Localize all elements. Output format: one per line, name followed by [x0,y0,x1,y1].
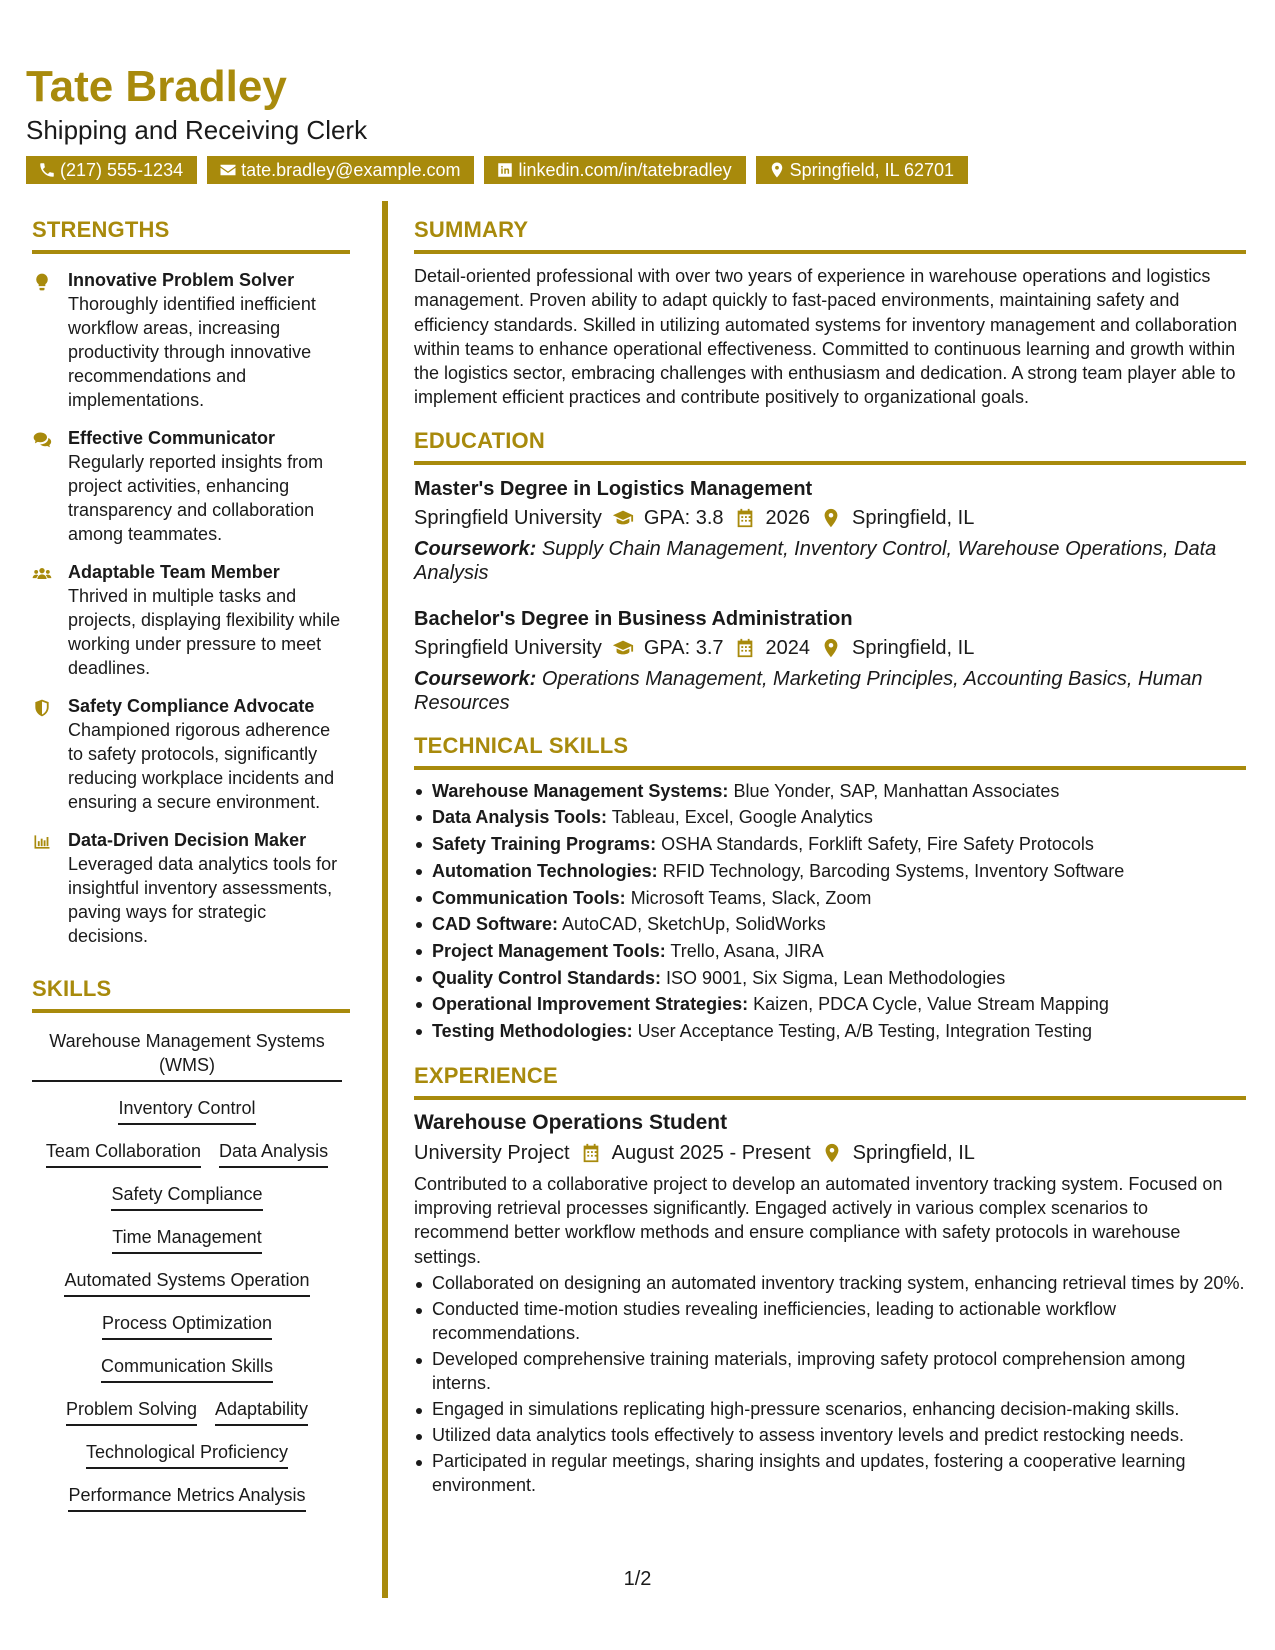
envelope-icon [219,161,237,179]
calendar-icon [580,1142,602,1164]
list-item [414,858,1246,885]
page-number: 1/2 [623,1568,652,1590]
comments-icon [32,430,52,450]
education-item [414,605,1246,715]
tech-skill-label: Communication Tools: [432,887,626,908]
school-location: Springfield, IL [852,636,975,659]
position-title: Warehouse Operations Student [414,1110,728,1134]
tech-skill-value: Kaizen, PDCA Cycle, Value Stream Mapping [753,994,1109,1015]
tech-skill-value: Trello, Asana, JIRA [670,941,824,961]
graduation-cap-icon [612,507,634,529]
strength-title: Data-Driven Decision Maker [68,830,307,850]
job-location: Springfield, IL [852,1141,975,1164]
school-name: Springfield University [414,506,602,529]
strengths-heading: STRENGTHS [32,215,350,254]
tech-skill-value: RFID Technology, Barcoding Systems, Inventory Software [662,860,1125,881]
tech-skill-value: ISO 9001, Six Sigma, Lean Methodologies [666,967,1006,988]
list-item: Collaborated on designing an automated inventory tracking system, enhancing retrieval times by 20%. [414,1271,1246,1295]
strength-desc: Thrived in multiple tasks and projects, displaying flexibility while working under pressure to meet deadlines. [68,586,341,678]
strength-item [32,828,350,948]
list-item [414,1018,1246,1045]
list-item: Engaged in simulations replicating high-pressure scenarios, enhancing decision-making skills. [414,1397,1246,1421]
tech-skill-label: Operational Improvement Strategies: [432,994,749,1015]
left-column [32,215,350,1512]
contact-linkedin-text: linkedin.com/in/tatebradley [518,160,732,180]
education-heading: EDUCATION [414,426,1246,465]
tech-skill-value: Tableau, Excel, Google Analytics [611,807,873,828]
tech-skill-value: AutoCAD, SketchUp, SolidWorks [562,914,826,935]
technical-skills-list [414,778,1246,1045]
list-item [414,831,1246,858]
strength-desc: Leveraged data analytics tools for insightful inventory assessments, paving ways for strategic decisions. [68,854,338,946]
map-pin-icon [820,637,842,659]
tech-skill-label: Quality Control Standards: [432,967,662,988]
skill-tag: Process Optimization [102,1311,272,1340]
strength-desc: Regularly reported insights from project activities, enhancing transparency and collaboration among teammates. [68,452,324,544]
education-item [414,475,1246,585]
tech-skill-label: Safety Training Programs: [432,834,657,855]
tech-skill-label: Data Analysis Tools: [432,807,608,828]
contact-linkedin[interactable] [484,156,745,184]
tech-skill-value: User Acceptance Testing, A/B Testing, Integration Testing [637,1021,1092,1042]
list-item [414,911,1246,938]
contact-location [756,156,968,184]
organization: University Project [414,1141,570,1164]
skill-tag: Technological Proficiency [86,1440,288,1469]
bar-chart-icon [32,832,52,852]
contact-email-text: tate.bradley@example.com [241,160,461,180]
map-pin-icon [768,161,786,179]
graduation-cap-icon [612,637,634,659]
skill-tag: Communication Skills [101,1354,273,1383]
education-section [414,426,1246,715]
skill-tag: Problem Solving [66,1397,197,1426]
experience-heading: EXPERIENCE [414,1061,1246,1100]
experience-meta [414,1138,1246,1168]
list-item [414,965,1246,992]
list-item [414,938,1246,965]
strength-title: Innovative Problem Solver [68,270,295,290]
experience-description: Contributed to a collaborative project to develop an automated inventory tracking system. Focused on improving retrieval processes significantly. Engaged actively in various complex scenarios to recommend better workflow methods and ensure compliance with safety protocols in warehouse settings. [414,1173,1223,1267]
tech-skill-label: Automation Technologies: [432,860,658,881]
education-meta [414,503,1246,533]
experience-section [414,1061,1246,1497]
skill-tag: Time Management [112,1225,261,1254]
school-name: Springfield University [414,636,602,659]
education-meta [414,633,1246,663]
graduation-year: 2026 [765,506,811,529]
candidate-name: Tate Bradley [26,62,287,111]
contact-email[interactable] [207,156,474,184]
skill-tag: Automated Systems Operation [64,1268,309,1297]
tech-skill-label: Warehouse Management Systems: [432,780,729,801]
list-item [414,885,1246,912]
coursework-text: Supply Chain Management, Inventory Control, Warehouse Operations, Data Analysis [414,537,1217,584]
contact-bar [26,156,1256,184]
contact-phone-text: (217) 555-1234 [60,160,184,180]
strength-item [32,560,350,680]
graduation-year: 2024 [765,636,811,659]
tech-skill-label: Project Management Tools: [432,941,666,961]
tech-skill-label: Testing Methodologies: [432,1021,633,1042]
summary-heading: SUMMARY [414,215,1246,254]
school-location: Springfield, IL [852,506,975,529]
experience-bullets [414,1271,1246,1497]
right-column [414,215,1246,1499]
job-title: Shipping and Receiving Clerk [26,115,368,145]
coursework [414,537,1246,585]
list-item: Conducted time-motion studies revealing inefficiencies, leading to actionable workflow recommendations. [414,1297,1246,1346]
tech-skill-value: Blue Yonder, SAP, Manhattan Associates [733,780,1060,801]
list-item [414,804,1246,831]
lightbulb-icon [32,272,52,292]
coursework-label: Coursework: [414,537,537,560]
degree-title: Bachelor's Degree in Business Administration [414,607,853,630]
map-pin-icon [821,1142,843,1164]
skill-tag: Safety Compliance [111,1182,262,1211]
skill-tag: Performance Metrics Analysis [68,1483,305,1512]
contact-phone[interactable] [26,156,197,184]
gpa: GPA: 3.7 [643,636,724,659]
calendar-icon [734,637,756,659]
tech-skill-value: Microsoft Teams, Slack, Zoom [630,887,872,908]
strength-item [32,694,350,814]
strength-desc: Thoroughly identified inefficient workflow areas, increasing productivity through innovative recommendations and implementations. [68,294,316,410]
strength-title: Effective Communicator [68,428,276,448]
skill-tag: Warehouse Management Systems (WMS) [32,1029,342,1082]
coursework-label: Coursework: [414,667,537,690]
strength-item [32,426,350,546]
contact-location-text: Springfield, IL 62701 [789,160,955,180]
users-icon [32,564,52,584]
strength-item [32,268,350,412]
skill-tag: Data Analysis [219,1139,328,1168]
list-item: Participated in regular meetings, sharing insights and updates, fostering a cooperative learning environment. [414,1449,1246,1498]
phone-icon [38,161,56,179]
tech-skill-label: CAD Software: [432,914,559,935]
degree-title: Master's Degree in Logistics Management [414,477,813,500]
resume-header [26,60,1256,184]
strength-desc: Championed rigorous adherence to safety protocols, significantly reducing workplace incidents and ensuring a secure environment. [68,720,335,812]
skills-heading: SKILLS [32,974,350,1013]
coursework-text: Operations Management, Marketing Principles, Accounting Basics, Human Resources [414,667,1203,714]
strength-title: Safety Compliance Advocate [68,696,315,716]
skill-tag: Team Collaboration [46,1139,201,1168]
gpa: GPA: 3.8 [643,506,724,529]
summary-text: Detail-oriented professional with over two years of experience in warehouse operations and logistics management. Proven ability to adapt quickly to fast-paced environments, maintaining safety and efficiency standards. Skilled in utilizing automated systems for inventory management and collaboration within teams to enhance operational effectiveness. Committed to continuous learning and growth within the logistics sector, embracing challenges with enthusiasm and dedication. A strong team player able to implement efficient practices and contribute positively to organizational goals. [414,266,1238,408]
calendar-icon [734,507,756,529]
technical-skills-section [414,731,1246,1045]
list-item [414,991,1246,1018]
column-divider [382,201,388,1598]
skills-section [32,974,350,1512]
shield-icon [32,698,52,718]
strengths-section [32,215,350,948]
list-item: Developed comprehensive training materials, improving safety protocol comprehension among interns. [414,1347,1246,1396]
skill-tag: Inventory Control [118,1096,255,1125]
linkedin-icon [496,161,514,179]
list-item [414,778,1246,805]
coursework [414,667,1246,715]
list-item: Utilized data analytics tools effectively to assess inventory levels and predict restocking needs. [414,1423,1246,1447]
skill-tag: Adaptability [215,1397,308,1426]
skills-list [32,1029,342,1512]
employment-dates: August 2025 - Present [611,1141,811,1164]
tech-skill-value: OSHA Standards, Forklift Safety, Fire Safety Protocols [661,834,1094,855]
summary-section [414,215,1246,410]
technical-skills-heading: TECHNICAL SKILLS [414,731,1246,770]
strength-title: Adaptable Team Member [68,562,280,582]
map-pin-icon [820,507,842,529]
